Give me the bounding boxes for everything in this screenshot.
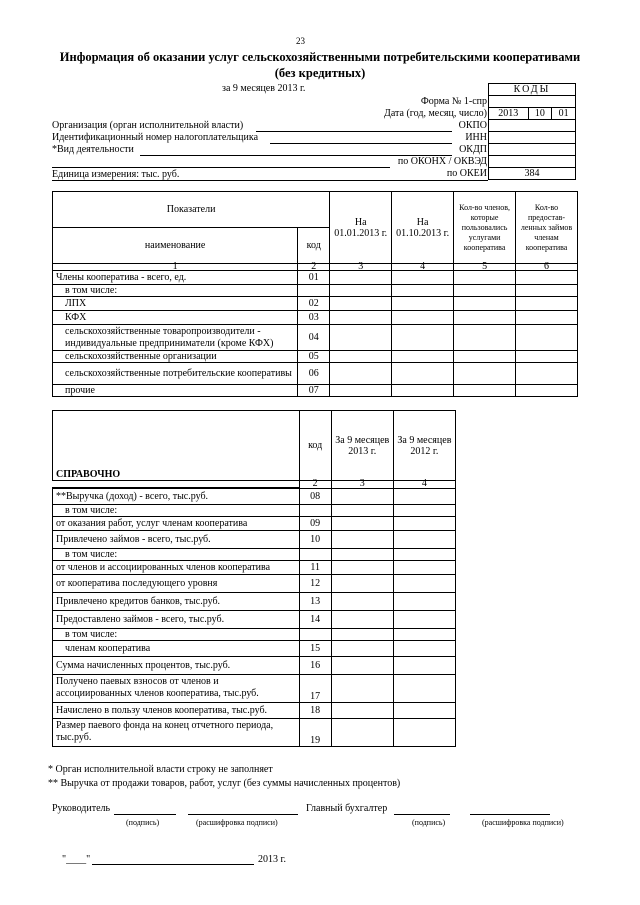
row-name: Сумма начисленных процентов, тыс.руб.: [53, 656, 300, 674]
head-decode-caption: (расшифровка подписи): [196, 818, 278, 827]
cell-input[interactable]: [393, 640, 455, 656]
report-period: за 9 месяцев 2013 г.: [222, 83, 306, 94]
cell-input[interactable]: [331, 560, 393, 574]
chief-name-field[interactable]: [470, 814, 550, 815]
activity-field-2[interactable]: [52, 167, 390, 168]
table-row: [53, 488, 456, 504]
row-code: 15: [299, 640, 331, 656]
row-code: 09: [299, 516, 331, 530]
cell-input[interactable]: [392, 325, 454, 351]
inn-field[interactable]: [270, 143, 452, 144]
page-number: 23: [296, 36, 305, 46]
cell-input[interactable]: [454, 311, 516, 325]
cell-input[interactable]: [393, 530, 455, 548]
table-row: [53, 351, 578, 363]
row-code: [298, 285, 330, 297]
unit-underline: [52, 180, 488, 181]
cell-input[interactable]: [393, 560, 455, 574]
date-month[interactable]: 10: [528, 108, 552, 120]
cell-input[interactable]: [516, 297, 578, 311]
table-row: [53, 311, 578, 325]
cell-input[interactable]: [331, 548, 393, 560]
okonh-code-cell[interactable]: [489, 156, 576, 168]
date-year[interactable]: 2013: [489, 108, 529, 120]
cell-input[interactable]: [331, 640, 393, 656]
row-name: в том числе:: [53, 628, 300, 640]
header-name: наименование: [53, 228, 298, 264]
header-loans-count: Кол-во предостав-ленных займов членам кооператива: [516, 192, 578, 264]
cell-input[interactable]: [392, 297, 454, 311]
head-name-field[interactable]: [188, 814, 298, 815]
cell-input[interactable]: [393, 610, 455, 628]
cell-input[interactable]: [454, 351, 516, 363]
row-name: от оказания работ, услуг членам кооператива: [53, 516, 300, 530]
table-row: [53, 592, 456, 610]
header-9m-2012: За 9 месяцев 2012 г.: [393, 411, 455, 481]
cell-input[interactable]: [331, 702, 393, 718]
cell-input[interactable]: [392, 363, 454, 385]
table-row: [53, 548, 456, 560]
table-row: [53, 271, 578, 285]
cell-input[interactable]: [393, 674, 455, 702]
row-code: 05: [298, 351, 330, 363]
table-row: [53, 504, 456, 516]
cell-input[interactable]: [516, 271, 578, 285]
cell-input[interactable]: [393, 702, 455, 718]
head-label: Руководитель: [52, 803, 111, 814]
cell-input[interactable]: [516, 311, 578, 325]
head-sign-caption: (подпись): [126, 818, 160, 827]
table-row: [53, 628, 456, 640]
header-date2: На 01.10.2013 г.: [392, 192, 454, 264]
row-code: [299, 628, 331, 640]
cell-input[interactable]: [454, 363, 516, 385]
row-name: в том числе:: [53, 548, 300, 560]
cell-input[interactable]: [330, 271, 392, 285]
cell-input[interactable]: [331, 530, 393, 548]
cell-input[interactable]: [392, 351, 454, 363]
col-number: 3: [330, 264, 392, 271]
cell-input[interactable]: [330, 351, 392, 363]
row-name: КФХ: [53, 311, 298, 325]
codes-table: [488, 83, 576, 180]
row-name: Привлечено займов - всего, тыс.руб.: [53, 530, 300, 548]
cell-input[interactable]: [454, 297, 516, 311]
row-name: Размер паевого фонда на конец отчетного периода, тыс.руб.: [53, 718, 300, 746]
cell-input[interactable]: [454, 325, 516, 351]
row-name: Члены кооператива - всего, ед.: [53, 271, 298, 285]
date-day[interactable]: 01: [552, 108, 576, 120]
table-row: [53, 363, 578, 385]
table-row: [53, 297, 578, 311]
cell-input[interactable]: [392, 311, 454, 325]
table-row: [53, 718, 456, 746]
col-number: 6: [516, 264, 578, 271]
okonh-label: по ОКОНХ / ОКВЭД: [397, 156, 487, 167]
col-number: 1: [53, 264, 298, 271]
reference-table: [52, 410, 456, 747]
col-number: 4: [393, 481, 455, 489]
row-code: 08: [299, 488, 331, 504]
cell-input[interactable]: [516, 351, 578, 363]
cell-input[interactable]: [516, 285, 578, 297]
header-indicators: Показатели: [53, 192, 330, 228]
cell-input[interactable]: [331, 628, 393, 640]
row-name: **Выручка (доход) - всего, тыс.руб.: [53, 488, 300, 504]
page-subtitle: (без кредитных): [274, 66, 366, 80]
row-code: 01: [298, 271, 330, 285]
inn-code-cell[interactable]: [489, 132, 576, 144]
cell-input[interactable]: [393, 504, 455, 516]
cell-input[interactable]: [392, 271, 454, 285]
table-row: [53, 702, 456, 718]
table-row: [53, 610, 456, 628]
inn-label: Идентификационный номер налогоплательщика: [52, 132, 259, 143]
row-code: 16: [299, 656, 331, 674]
okdp-label: ОКДП: [459, 144, 487, 155]
form-label: Форма № 1-спр: [420, 96, 487, 107]
cell-input[interactable]: [331, 574, 393, 592]
row-name: Получено паевых взносов от членов и ассоциированных членов кооператива, тыс.руб.: [53, 674, 300, 702]
row-name: в том числе:: [53, 285, 298, 297]
row-code: 14: [299, 610, 331, 628]
chief-decode-caption: (расшифровка подписи): [482, 818, 564, 827]
row-code: 02: [298, 297, 330, 311]
row-name: сельскохозяйственные организации: [53, 351, 298, 363]
cell-input[interactable]: [331, 718, 393, 746]
cell-input[interactable]: [330, 311, 392, 325]
date-field[interactable]: [92, 864, 254, 865]
cell-input[interactable]: [393, 488, 455, 504]
cell-input[interactable]: [331, 610, 393, 628]
row-name: прочие: [53, 385, 298, 397]
header-code: код: [299, 411, 331, 481]
col-number-blank: [53, 481, 300, 489]
activity-label: *Вид деятельности: [52, 144, 134, 155]
members-table: [52, 191, 578, 397]
cell-input[interactable]: [393, 718, 455, 746]
cell-input[interactable]: [331, 592, 393, 610]
cell-input[interactable]: [393, 592, 455, 610]
cell-input[interactable]: [392, 285, 454, 297]
row-name: Начислено в пользу членов кооператива, тыс.руб.: [53, 702, 300, 718]
cell-input[interactable]: [331, 516, 393, 530]
header-reference: СПРАВОЧНО: [53, 411, 300, 481]
row-name: членам кооператива: [53, 640, 300, 656]
cell-input[interactable]: [516, 363, 578, 385]
row-code: 12: [299, 574, 331, 592]
row-name: Предоставлено займов - всего, тыс.руб.: [53, 610, 300, 628]
chief-signature-field[interactable]: [394, 814, 450, 815]
cell-input[interactable]: [331, 504, 393, 516]
table-row: [53, 325, 578, 351]
cell-input[interactable]: [516, 325, 578, 351]
table-row: [53, 560, 456, 574]
date-label: Дата (год, месяц, число): [384, 108, 487, 119]
cell-input[interactable]: [331, 488, 393, 504]
row-code: 06: [298, 363, 330, 385]
okei-code-cell[interactable]: 384: [489, 168, 576, 180]
row-name: сельскохозяйственные товаропроизводители - индивидуальные предприниматели (кроме КФХ): [53, 325, 298, 351]
form-code-cell[interactable]: [489, 96, 576, 108]
table-row: [53, 656, 456, 674]
cell-input[interactable]: [331, 656, 393, 674]
chief-sign-caption: (подпись): [412, 818, 446, 827]
cell-input[interactable]: [331, 674, 393, 702]
cell-input[interactable]: [454, 271, 516, 285]
org-field[interactable]: [256, 131, 452, 132]
row-code: 18: [299, 702, 331, 718]
header-members-used: Кол-во членов, которые пользовались услугами кооператива: [454, 192, 516, 264]
chief-accountant-label: Главный бухгалтер: [306, 803, 388, 814]
okpo-code-cell[interactable]: [489, 120, 576, 132]
col-number: 4: [392, 264, 454, 271]
row-code: [299, 504, 331, 516]
col-number: 3: [331, 481, 393, 489]
row-code: 07: [298, 385, 330, 397]
row-name: сельскохозяйственные потребительские кооперативы: [53, 363, 298, 385]
row-code: 04: [298, 325, 330, 351]
table-row: [53, 530, 456, 548]
cell-input[interactable]: [454, 285, 516, 297]
row-name: от членов и ассоциированных членов кооператива: [53, 560, 300, 574]
header-date1: На 01.01.2013 г.: [330, 192, 392, 264]
cell-input[interactable]: [393, 656, 455, 674]
cell-input[interactable]: [516, 385, 578, 397]
table-row: [53, 385, 578, 397]
header-code: код: [298, 228, 330, 264]
cell-input[interactable]: [393, 574, 455, 592]
header-9m-2013: За 9 месяцев 2013 г.: [331, 411, 393, 481]
cell-input[interactable]: [392, 385, 454, 397]
row-code: 17: [299, 674, 331, 702]
cell-input[interactable]: [330, 363, 392, 385]
table-row: [53, 285, 578, 297]
row-name: ЛПХ: [53, 297, 298, 311]
col-number: 5: [454, 264, 516, 271]
date-year-suffix: 2013 г.: [258, 854, 286, 865]
date-quote: "____": [62, 854, 91, 865]
table-row: [53, 516, 456, 530]
cell-input[interactable]: [454, 385, 516, 397]
footnote-2: ** Выручка от продажи товаров, работ, услуг (без суммы начисленных процентов): [48, 778, 401, 789]
cell-input[interactable]: [330, 325, 392, 351]
org-label: Организация (орган исполнительной власти): [52, 120, 244, 131]
inn-code-label: ИНН: [465, 132, 487, 143]
row-code: 10: [299, 530, 331, 548]
okei-label: по ОКЕИ: [446, 168, 487, 179]
okdp-code-cell[interactable]: [489, 144, 576, 156]
row-code: 03: [298, 311, 330, 325]
row-name: от кооператива последующего уровня: [53, 574, 300, 592]
unit-label: Единица измерения: тыс. руб.: [52, 169, 180, 180]
okpo-label: ОКПО: [458, 120, 487, 131]
row-name: Привлечено кредитов банков, тыс.руб.: [53, 592, 300, 610]
cell-input[interactable]: [393, 548, 455, 560]
row-code: [299, 548, 331, 560]
row-code: 13: [299, 592, 331, 610]
col-number: 2: [298, 264, 330, 271]
head-signature-field[interactable]: [114, 814, 176, 815]
footnote-1: * Орган исполнительной власти строку не заполняет: [48, 764, 273, 775]
page-title: Информация об оказании услуг сельскохозяйственными потребительскими кооперативами: [59, 50, 581, 64]
table-row: [53, 574, 456, 592]
row-code: 19: [299, 718, 331, 746]
cell-input[interactable]: [393, 628, 455, 640]
table-row: [53, 640, 456, 656]
row-name: в том числе:: [53, 504, 300, 516]
row-code: 11: [299, 560, 331, 574]
cell-input[interactable]: [330, 285, 392, 297]
col-number: 2: [299, 481, 331, 489]
codes-header: КОДЫ: [489, 84, 576, 96]
cell-input[interactable]: [393, 516, 455, 530]
cell-input[interactable]: [330, 297, 392, 311]
cell-input[interactable]: [330, 385, 392, 397]
table-row: [53, 674, 456, 702]
